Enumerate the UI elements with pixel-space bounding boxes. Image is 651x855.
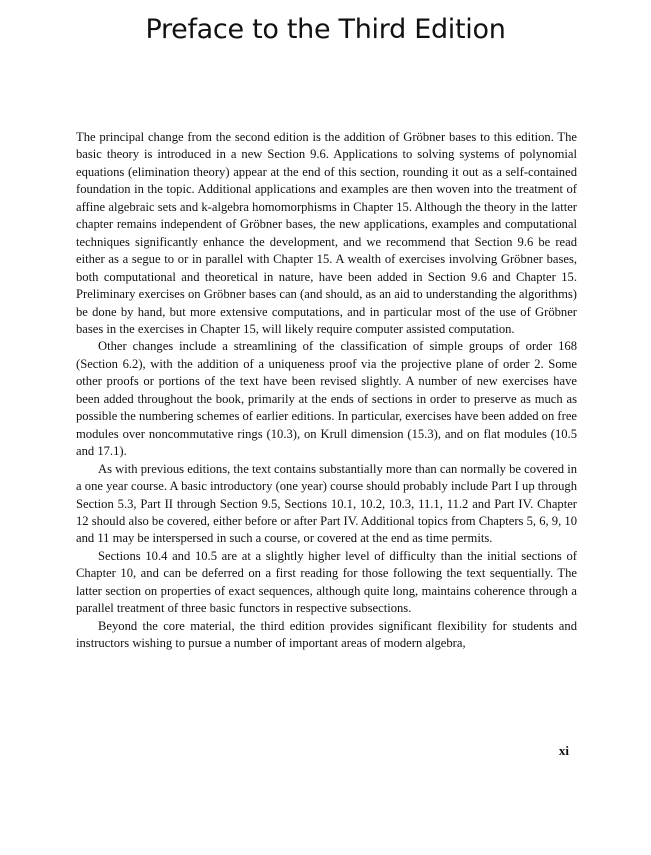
paragraph-1: The principal change from the second edition is the addition of Gröbner bases to this edition. The basic theory is introduced in a new Section 9.6. Applications to solving systems of polynomial equations (elimination theory) appear at the end of this section, rounding it out as a self-contained foundation in the topic. Additional applications and examples are then woven into the treatment of affine algebraic sets and k-algebra homomorphisms in Chapter 15. Although the theory in the latter chapter remains independent of Gröbner bases, the new applications, examples and computational techniques significantly enhance the development, and we recommend that Section 9.6 be read either as a segue to or in parallel with Chapter 15. A wealth of exercises involving Gröbner bases, both computational and theoretical in nature, have been added in Section 9.6 and Chapter 15. Preliminary exercises on Gröbner bases can (and should, as an aid to understanding the algorithms) be done by hand, but more extensive computations, and in particular most of the use of Gröbner bases in the exercises in Chapter 15, will likely require computer assisted computation. <box>76 130 577 336</box>
page-number: xi <box>558 743 569 758</box>
preface-body <box>76 129 577 653</box>
page-title: Preface to the Third Edition <box>145 14 506 45</box>
paragraph-3: As with previous editions, the text contains substantially more than can normally be covered in a one year course. A basic introductory (one year) course should probably include Part I up through Section 5.3, Part II through Section 9.5, Sections 10.1, 10.2, 10.3, 11.1, 11.2 and Part IV. Chapter 12 should also be covered, either before or after Part IV. Additional topics from Chapters 5, 6, 9, 10 and 11 may be interspersed in such a course, or covered at the end as time permits. <box>76 461 577 546</box>
paragraph-4: Sections 10.4 and 10.5 are at a slightly higher level of difficulty than the initial sections of Chapter 10, and can be deferred on a first reading for those following the text sequentially. The latter section on properties of exact sequences, although quite long, maintains coherence through a parallel treatment of three basic functors in respective subsections. <box>76 548 577 616</box>
paragraph-2: Other changes include a streamlining of the classification of simple groups of order 168 (Section 6.2), with the addition of a uniqueness proof via the projective plane of order 2. Some other proofs or portions of the text have been revised slightly. A number of new exercises have been added throughout the book, primarily at the ends of sections in order to preserve as much as possible the numbering schemes of earlier editions. In particular, exercises have been added on free modules over noncommutative rings (10.3), on Krull dimension (15.3), and on flat modules (10.5 and 17.1). <box>76 339 577 459</box>
paragraph-5: Beyond the core material, the third edition provides significant flexibility for students and instructors wishing to pursue a number of important areas of modern algebra, <box>76 618 577 651</box>
